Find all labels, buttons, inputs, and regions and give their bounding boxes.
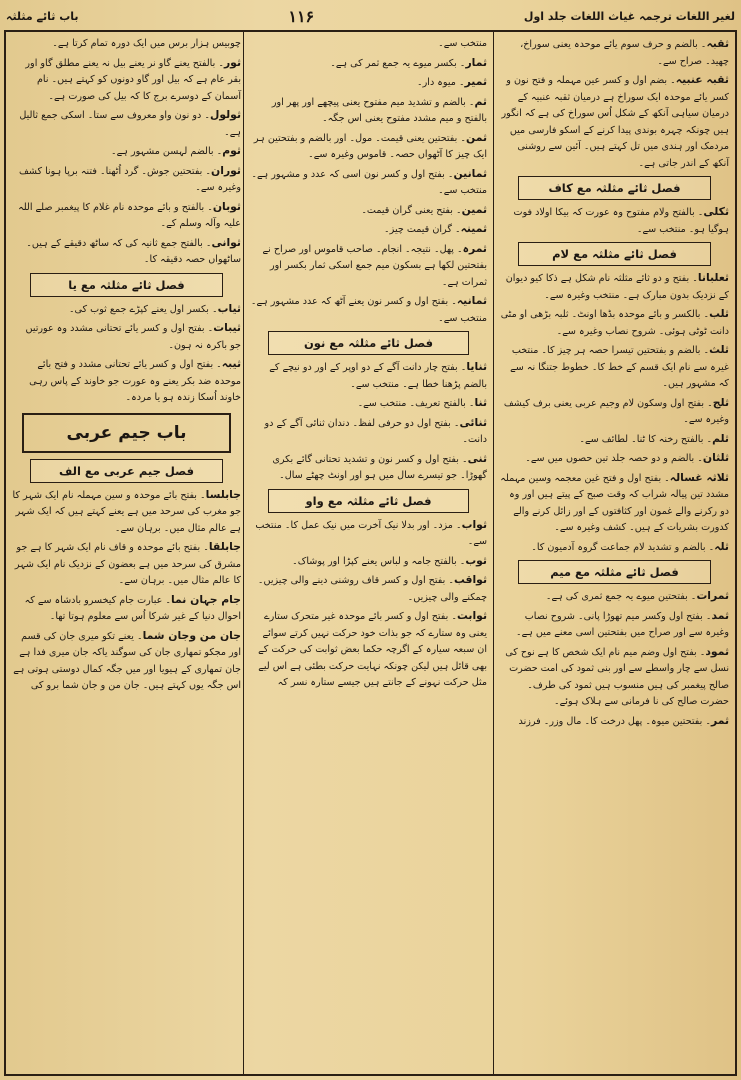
dictionary-entry [12, 487, 241, 538]
entry-definition: ۔ بالضم و بفتحتین تیسرا حصہ ہر چیز کا۔ منتخب غیرہ سے نام ایک قسم کے خط کا۔ خطوط جتنگا نہ سے کہ مشہور ہیں۔ [510, 345, 729, 389]
entry-definition: ۔ بفتح اول وسکون لام وجیم عربی یعنی برف کیشف وغیرہ سے۔ [503, 397, 729, 425]
entries-col2-a [250, 36, 487, 327]
entry-headword: ثکلی [703, 205, 729, 218]
entry-definition: ۔ بکسر میوے یہ جمع ثمر کی ہے۔ [330, 57, 466, 69]
dictionary-entry [250, 415, 487, 449]
entry-definition: ۔ بفتح اول و کسر قاف روشنی دینے والی چیزیں۔ چمکنے والی چیزیں۔ [257, 575, 487, 603]
entry-headword: ثنی [467, 451, 487, 465]
entry-definition: ۔ بالفتح تعریف۔ منتخب سے۔ [357, 398, 475, 409]
entry-definition: ۔ یعنے تکو میری جان کی قسم اور مجکو تمھاری جان کی سوگند یاکہ جان میری فدا ہے جان تمھاری کے ہیویا اور میں جگہ کمال دوستی ہوتی ہے اس جگہ یوں کہتے ہیں۔ جان من و جان شما برو کی [13, 630, 241, 691]
dictionary-entry [12, 163, 241, 197]
dictionary-entry [250, 293, 487, 327]
dictionary-entry [500, 395, 729, 429]
entry-headword: ثمود [705, 644, 729, 658]
entry-definition: ۔ پھل۔ نتیجہ۔ انجام۔ صاحب قاموس اور صراح نے بفتحتین لکھا ہے بسکون میم جمع اسکی ثمار بکسر اور ثمرات ہے۔ [262, 243, 487, 288]
dictionary-entry [250, 553, 487, 571]
entry-definition: ۔ بالضم و تشدید لام جماعت گروہ آدمیون کا۔ [531, 541, 715, 553]
dictionary-entry [250, 202, 487, 220]
entries-col3-b [12, 301, 241, 407]
dictionary-entry [12, 539, 241, 590]
section-heading-waw: فصل ثائے مثلثہ مع واو [268, 489, 469, 513]
entry-definition: ۔ بالفتح و بائے موحدہ نام غلام کا پیغمبر صلے اللہ علیہ وآلہ وسلم کے۔ [18, 201, 241, 229]
entry-headword: جابلسا [205, 487, 241, 501]
entry-headword: ثلم [712, 431, 729, 445]
entry-definition: ۔ بالضم و حرف سوم یائے موحدہ یعنی سوراخ، چھید۔ صراح سے۔ [520, 39, 729, 67]
dictionary-entry [500, 450, 729, 468]
entry-definition: ۔ گران قیمت چیز۔ [384, 224, 461, 235]
header-book-title: لغیر اللغات ترجمہ غیاث اللغات جلد اول [523, 9, 735, 23]
entry-definition: ۔ بالضم و تشدید میم مفتوح یعنی پیچھے اور پھر اور بالفتح و میم مشدد مفتوح یعنی اس جگہ۔ [271, 96, 487, 124]
entry-headword: ثم [474, 94, 487, 108]
entry-definition: ۔ بفتح اول وکسر میم تھوڑا پانی۔ شروح نصاب وغیرہ سے اور صراح میں بفتحتین اسی معنے میں ہے۔ [515, 610, 729, 638]
dictionary-entry [250, 221, 487, 239]
entry-headword: ثنا [474, 396, 487, 409]
dictionary-entry [500, 644, 729, 711]
entries-col1-d [500, 588, 729, 730]
dictionary-entry [12, 301, 241, 319]
entry-headword: ثمین [461, 202, 487, 216]
entry-definition: ۔ بالفتح رخنہ کا ٹنا۔ لطائف سے۔ [579, 433, 713, 445]
entry-definition: ۔ بفتح بائے موحدہ و سین مہملہ نام ایک شہر کا جو مغرب کی سرحد میں ہے یعنے کہتے ہیں کہ ایک شہر ہے عالم مثال میں۔ برہان سے۔ [12, 489, 241, 534]
entry-definition: ۔ بالضم و دو حصہ جلد تین حصوں میں سے۔ [525, 453, 703, 464]
section-heading-mim: فصل ثائے مثلثہ مع میم [518, 560, 711, 584]
entry-headword: ثمینہ [460, 222, 487, 235]
entries-col2-c [250, 517, 487, 692]
dictionary-entry [12, 55, 241, 106]
column-middle [243, 32, 493, 1074]
page-header [6, 4, 735, 28]
dictionary-entry [250, 451, 487, 485]
entry-headword: ثنائی [459, 415, 487, 429]
entry-definition: منتخب سے۔ [438, 38, 487, 49]
entries-col1-b [500, 204, 729, 238]
entry-definition: ۔ بفتحتین جوش۔ گرد اُٹھنا۔ فتنہ برپا ہونا کشف وغیرہ سے۔ [18, 165, 241, 193]
entry-headword: ثیبہ [221, 357, 241, 370]
entry-definition: ۔ بفتح چار دانت آگے کے دو اوپر کے اور دو نیچے کے بالضم پڑھنا خطا ہے۔ منتخب سے۔ [269, 362, 487, 390]
entry-headword: ثوم [222, 144, 241, 157]
dictionary-entry [250, 166, 487, 200]
dictionary-entry [250, 517, 487, 551]
dictionary-entry [250, 572, 487, 606]
entry-definition: ۔ بالفتح یعنے گاو نر یعنے بیل نہ یعنے مطلق گاو اور بقر عام ہے کہ بیل اور گاو دونوں کو کہتے ہیں۔ نام آسمان کے دوسرے برج کا کہ بیل کی صورت ہے۔ [25, 57, 241, 102]
dictionary-entry [250, 36, 487, 53]
entry-headword: ثمرہ [462, 241, 487, 255]
entry-headword: ثوبان [212, 199, 241, 213]
dictionary-entry [12, 356, 241, 407]
dictionary-entry [250, 130, 487, 164]
dictionary-entry [250, 241, 487, 292]
dictionary-entry [12, 36, 241, 53]
entry-headword: جان من وجان شما [142, 628, 241, 642]
entry-headword: ثعلبانا [697, 271, 729, 284]
dictionary-entry [500, 306, 729, 340]
entry-headword: جابلقا [208, 540, 241, 553]
entry-headword: ثیبات [213, 321, 241, 334]
dictionary-entry [250, 74, 487, 92]
dictionary-entry [250, 55, 487, 73]
entry-definition: ۔ بکسر اول یعنے کپڑے جمع ثوب کی۔ [68, 303, 218, 315]
entry-definition: ۔ بفتح اول و کسر نون یعنے آٹھ کہ عدد مشہور ہے۔ منتخب سے۔ [250, 296, 487, 324]
entry-definition: ۔ بفتح اول و کسر یائے تحتانی مشدد وہ عورتیں جو باکرہ نہ ہون۔ [25, 323, 241, 351]
entry-definition: ۔ بفتحتین میوے یہ جمع ثمری کی ہے۔ [545, 591, 697, 602]
entries-col1-c [500, 270, 729, 556]
dictionary-entry [12, 235, 241, 269]
dictionary-entry [500, 270, 729, 304]
entries-col2-b [250, 359, 487, 485]
entry-definition: ۔ بفتح اول و کسر بائے موحدہ غیر متحرک ستارے یعنی وہ ستارے کہ جو بذات خود حرکت نہیں کرتے سوائے ان سبعہ سیارہ کے اگرچہ حکما بعض ثوابت کی حرکت کے بھی قائل ہیں لیکن چونکہ نہایت حرکت بطئی ہے اس لیے مثل حرکت نہونے کے جانتے ہیں جیسے ستارہ نسر کہ [258, 611, 487, 688]
entry-headword: ثولول [209, 108, 241, 121]
entry-headword: ثمانیہ [456, 294, 487, 307]
entries-col1-a [500, 36, 729, 172]
dictionary-entry [500, 470, 729, 537]
entry-definition: ۔ بفتح اول دو حرفی لفظ۔ دندان ثنائی آگے کے دو دانت۔ [264, 417, 487, 445]
page-number: ۱۱۶ [288, 6, 315, 26]
dictionary-entry [250, 359, 487, 393]
entry-definition: ۔ بفتح و دو ثائے مثلثہ نام شکل ہے ذکا کیو دیوان کے نزدیک بدون مبارک ہے۔ منتخب وغیرہ سے۔ [505, 273, 729, 301]
entry-headword: ثمد [711, 608, 729, 622]
entry-definition: ۔ بفتح اول وضم میم نام ایک شخص کا ہے نوح کی نسل سے چار واسطے سے اور بنی ثمود کی امت حضرت صالح پیغمبر کی ہیں منسوب ہیں ثمود کی طرف۔ حضرت صالح کی نا فرمانی سے ہلاک ہوئے۔ [505, 646, 729, 707]
entry-definition: ۔ بالکسر و بائے موحدہ بڈھا اونٹ۔ ثلبہ بڑھی او مٹی دانت ٹوٹی ہوئی۔ شروح نصاب وغیرہ سے۔ [500, 309, 729, 337]
entry-headword: ثمن [465, 130, 487, 144]
entry-headword: ثنایا [466, 360, 487, 373]
dictionary-entry [12, 143, 241, 161]
column-right [493, 32, 735, 1074]
dictionary-entry [500, 431, 729, 449]
entry-definition: ۔ بفتح اول و کسر نون اسی کہ عدد و مشہور ہے۔ منتخب سے۔ [251, 168, 487, 196]
entry-definition: ۔ بفتحتین میوہ۔ پھل درخت کا۔ مال وزر۔ فرزند [518, 715, 711, 727]
dictionary-entry [500, 713, 729, 731]
dictionary-entry [500, 608, 729, 642]
chapter-heading-jim: باب جیم عربی [22, 413, 231, 453]
entry-headword: ثوب [465, 553, 487, 567]
section-heading-lam: فصل ثائے مثلثہ مع لام [518, 242, 711, 266]
entry-headword: ثقبہ [706, 37, 729, 50]
entry-definition: ۔ بالفتح جمع ثانیہ کی کہ ساٹھ دقیقے کے ہیں۔ ساٹھواں حصہ دقیقہ کا۔ [26, 237, 241, 265]
entry-definition: ۔ میوہ دار۔ [417, 77, 465, 88]
entry-headword: ثواقب [453, 573, 487, 586]
dictionary-entry [500, 72, 729, 172]
dictionary-entry [250, 395, 487, 413]
dictionary-entry [500, 539, 729, 557]
entry-headword: ثوران [211, 163, 241, 177]
entry-headword: ثمانین [453, 166, 487, 180]
entry-headword: ثمر [710, 713, 729, 727]
entry-definition: ۔ دو نون واو معروف سے ستا۔ اسکی جمع ثالیل ہے۔ [19, 110, 241, 138]
page-frame [4, 30, 737, 1076]
entry-headword: ثوابت [456, 609, 487, 622]
entry-definition: ۔ بالفتح جامہ و لباس یعنے کپڑا اور پوشاک۔ [292, 555, 466, 567]
entry-headword: ثلہ [714, 539, 729, 553]
entry-headword: ثمیر [464, 75, 487, 88]
entry-definition: ۔ مزد۔ اور بدلا نیک آخرت میں نیک عمل کا۔ منتخب سے۔ [255, 519, 487, 547]
entry-definition: چوبیس ہزار برس میں ایک دورہ تمام کرتا ہے۔ [52, 38, 241, 49]
entry-headword: ثلج [712, 395, 729, 409]
dictionary-entry [250, 608, 487, 692]
dictionary-entry [12, 107, 241, 141]
dictionary-entry [500, 342, 729, 393]
entry-headword: ثواب [461, 517, 487, 531]
entry-definition: ۔ بفتح اول و فتح غین معجمہ وسین مہملہ مشدد تین پیالہ شراب کہ وقت صبح کے پیتے ہیں اور وہ دو رکرنے والے غمون اور کثافتوں کے اور زائل کرنے والے کدورت بشریات کے ہیں۔ کشف وغیرہ سے۔ [500, 472, 729, 533]
dictionary-entry [12, 592, 241, 626]
entries-col3-a [12, 36, 241, 269]
entry-headword: ثمار [465, 55, 487, 69]
dictionary-entry [250, 94, 487, 128]
entries-col3-c [12, 487, 241, 695]
entry-definition: ۔ بالفتح ولام مفتوح وہ عورت کہ بیکا اولاد فوت ہوگیا ہو۔ منتخب سے۔ [513, 207, 729, 235]
entry-definition: ۔ بفتح یعنی گران قیمت۔ [361, 204, 462, 216]
entry-definition: ۔ بفتح بائے موحدہ و قاف نام ایک شہر کا ہے جو مشرق کی سرحد میں ہے بعضون کے نزدیک نام ایک شہر کا عالم مثال میں۔ برہان سے۔ [14, 542, 241, 586]
entry-headword: ثلثان [702, 451, 729, 464]
entry-definition: ۔ عبارت جام کیخسرو بادشاہ سے کہ احوال دنیا کے غیر شرکا اُس سے معلوم ہوتا تھا۔ [24, 594, 241, 622]
section-heading-ya: فصل ثائے مثلثہ مع یا [30, 273, 223, 297]
section-heading-nun: فصل ثائے مثلثہ مع نون [268, 331, 469, 355]
entry-headword: ثلث [709, 343, 729, 356]
entry-headword: جام جہان نما [171, 592, 241, 606]
dictionary-entry [12, 199, 241, 233]
header-section-title: باب ثائے مثلثہ [6, 9, 79, 23]
entry-definition: ۔ بفتح اول و کسر یائے تحتانی مشدد و فتح بائے موحدہ ضد بکر یعنے وہ عورت جو خاوند کے پاس رہی خاوند اُسکا زندہ ہو یا مردہ۔ [29, 359, 241, 403]
section-heading-alif: فصل جیم عربی مع الف [30, 459, 223, 483]
entry-headword: ثوانی [211, 235, 241, 249]
dictionary-entry [500, 36, 729, 70]
dictionary-entry [12, 320, 241, 354]
dictionary-entry [500, 204, 729, 238]
entry-headword: ثیاب [217, 301, 241, 315]
entry-headword: ثلب [709, 307, 729, 320]
column-left [6, 32, 247, 1074]
entry-headword: ثمرات [696, 589, 729, 602]
entry-definition: ۔ بفتح اول و کسر نون و تشدید تحتانی گائے بکری گھوڑا۔ جو تیسرے سال میں ہو اور اونٹ چھٹے سال۔ [272, 453, 487, 481]
entry-definition: ۔ بفتحتین یعنی قیمت۔ مول۔ اور بالضم و بفتحتین ہر ایک چیز کا آٹھواں حصہ۔ قاموس وغیرہ سے۔ [253, 132, 487, 160]
dictionary-entry [12, 628, 241, 695]
dictionary-entry [500, 588, 729, 606]
entry-definition: ۔ بضم اول و کسر عین مہملہ و فتح نون و کسر یائے موحدہ ایک سوراخ ہے درمیان ثقبہ عنبیہ کے درمیان سیاہی آنکھ کے شکل اُس سوراخ کی ہے کہ انگور ہیں چونکہ چہرہ بوندی پیدا کرنے کے اسکو فارسی میں مردمک اور ہندی میں تل کہتے ہیں۔ آئین سے روشنی آنکھ کے اندر جاتی ہے۔ [501, 75, 729, 169]
entry-headword: ثلاثہ غسالہ [669, 470, 729, 484]
entry-headword: ثقبہ عنبیہ [675, 73, 729, 86]
entry-headword: ثور [223, 55, 241, 69]
section-heading-kaf: فصل ثائے مثلثہ مع کاف [518, 176, 711, 200]
entry-definition: ۔ بالضم لہسن مشہور ہے۔ [111, 146, 223, 157]
